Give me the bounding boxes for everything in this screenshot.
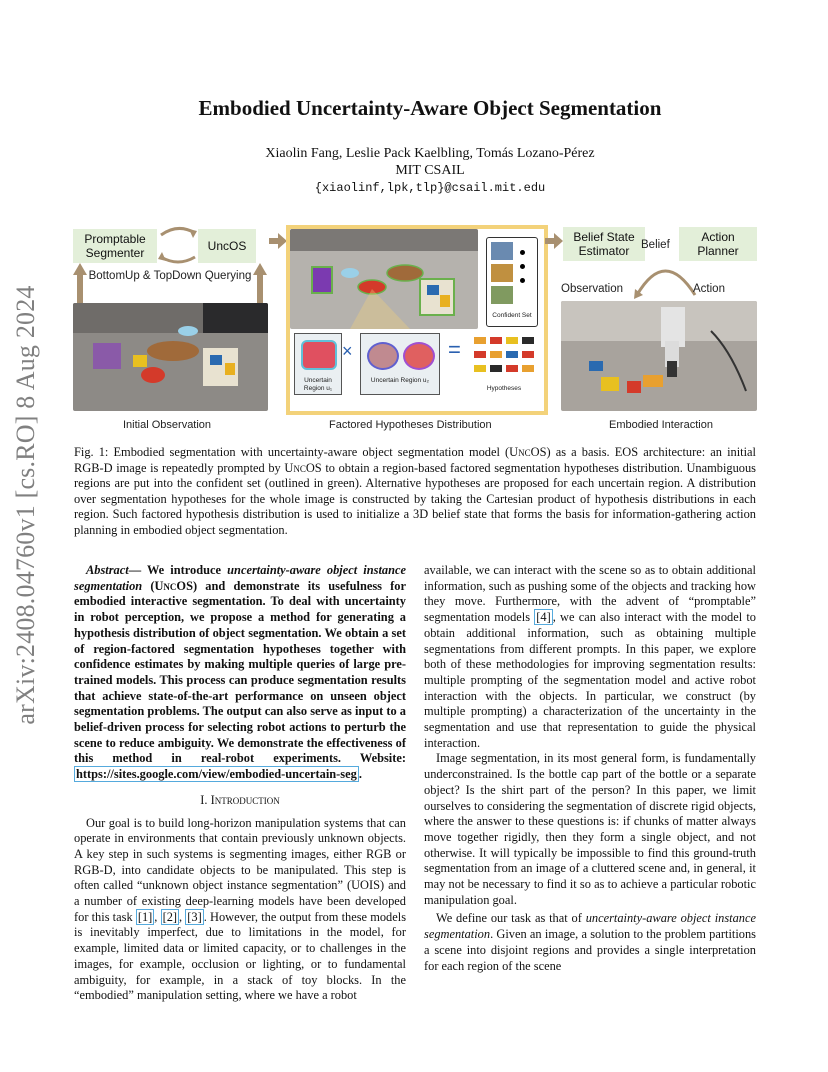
uncertain-region-2 <box>360 333 440 395</box>
caption-text: Fig. 1: Embodied segmentation with uncertainty-aware object segmentation model ( <box>74 445 510 459</box>
cycle-arrows-icon <box>153 221 203 269</box>
uncos-box <box>198 229 256 263</box>
intro-text: , we can also interact with the model to obtain additional information, such as obtaining multiple segmentations from different prompts. In this paper, we explore both of these methodologies for improving segmentation results: multiple prompting of the segmentation model and active robot interaction with the objects. In particular, we construct (by multiple prompting) a characterization of the uncertainty in the segmentation and use that representation to guide the physical interaction. <box>424 610 756 750</box>
intro-rgbd: RGB-D <box>74 862 113 877</box>
caption-uncos: UncOS <box>284 460 322 475</box>
uncertain-region-1-label: Uncertain Region u₁ <box>303 377 333 392</box>
intro-emphasis: uncertainty-aware object instance segmentation <box>424 911 756 942</box>
figure-1 <box>73 221 759 436</box>
citation-link[interactable]: [1] <box>137 909 153 924</box>
hypotheses-grid <box>472 335 536 377</box>
caption-rgbd: RGB-D <box>74 460 113 475</box>
confident-set-box <box>486 237 538 327</box>
intro-paragraph <box>74 816 406 1004</box>
bottomup-topdown-label: BottomUp & TopDown Querying <box>88 270 252 282</box>
right-column <box>424 563 756 974</box>
caption-uncos: UncOS <box>509 445 547 459</box>
action-planner-label: Action Planner <box>697 230 739 258</box>
promptable-segmenter-box <box>73 229 157 263</box>
equals-sign: = <box>448 337 461 362</box>
arxiv-sidebar <box>6 240 46 770</box>
intro-text: . Given an image, a solution to the problem partitions a scene into disjoint regions and provides a single interpretation for each region of the scene <box>424 927 756 973</box>
belief-label: Belief <box>641 239 670 251</box>
uncertain-region-2-label: Uncertain Region u₂ <box>370 377 430 384</box>
belief-state-estimator-label: Belief State Estimator <box>573 230 635 258</box>
email: {xiaolinf,lpk,tlp}@csail.mit.edu <box>314 181 546 195</box>
intro-text: Our goal is to build long-horizon manipulation systems that can operate in environments that contain previously unknown objects. A key step in such systems is segmenting images, either <box>74 815 406 861</box>
intro-rgb: RGB <box>365 846 392 861</box>
hypotheses-label: Hypotheses <box>486 385 522 392</box>
label-embodied-interaction: Embodied Interaction <box>609 419 713 431</box>
right-arrow-icon <box>545 233 563 249</box>
up-arrow-icon <box>73 263 87 303</box>
label-initial-observation: Initial Observation <box>123 419 212 431</box>
intro-text: , <box>154 909 161 924</box>
caption-text: image is repeatedly prompted by <box>112 460 285 475</box>
figure-caption <box>74 445 756 539</box>
caption-text: to obtain a region-based factored segmentation hypotheses distribution. Unambiguous regions are put into the confident set (outlined in green). Alternative hypotheses are proposed for each uncertain region. A distribution over segmentation hypotheses for the whole image is constructed by taking the Cartesian product of hypothesis distributions in each region. Such factored hypothesis distribution is used to initialize a 3D belief state that forms the basis for information-gathering action planning in embodied object segmentation. <box>74 460 756 537</box>
abstract-text: ) and demonstrate its usefulness for embodied interactive segmentation. To deal with uncertainty in robot perception, we propose a method for generating a hypothesis distribution of object segmentation. We obtain a set of region-factored segmentation hypotheses together with confidence estimates by making multiple queries of large pre-trained models. This process can produce segmentation results that achieve state-of-the-art performance on unseen object segmentation problems. The output can also serve as input to a belief-driven process for selecting robot actions to perturb the scene to reduce ambiguity. We demonstrate the effectiveness of this method in real-robot experiments. Website: <box>74 578 407 766</box>
section-heading-introduction <box>74 793 406 809</box>
citation-link[interactable]: [2] <box>162 909 178 924</box>
citation-link[interactable]: [4] <box>536 610 551 625</box>
action-label: Action <box>693 283 725 295</box>
scene-image <box>290 229 478 329</box>
left-column <box>74 563 406 1004</box>
citation-link[interactable]: [3] <box>187 909 202 924</box>
authors: Xiaolin Fang, Leslie Pack Kaelbling, Tomás Lozano-Pérez <box>265 146 595 161</box>
confident-set-label: Confident Set <box>492 312 532 319</box>
intro-paragraph: Image segmentation, in its most general form, is fundamentally underconstrained. Is the bottle cap part of the bottle or a separate object? Is the shirt part of the person? In this paper, we limit ourselves to considering the segmentation of discrete rigid objects, where the answer to these questions is: if chunks of matter always move together rigidly, then they form a single object, and not otherwise. It will typically be impossible to find this ground-truth segmentation from an image of a cluttered scene and, in general, it may not be necessary to find it so as to achieve a particular robotic manipulation goal. <box>424 751 756 907</box>
intro-text: We define our task as that of <box>436 911 586 926</box>
up-arrow-icon <box>253 263 267 303</box>
intro-text: , <box>179 909 186 924</box>
abstract-uncos: UncOS <box>154 578 193 593</box>
observation-label: Observation <box>561 283 624 295</box>
uncertain-region-1 <box>294 333 342 395</box>
abstract-text: ( <box>142 578 155 593</box>
affiliation: MIT CSAIL <box>395 163 465 178</box>
promptable-segmenter-label: Promptable Segmenter <box>84 232 146 260</box>
arxiv-id: arXiv:2408.04760v1 [cs.RO] 8 Aug 2024 <box>11 285 40 725</box>
intro-text: , into candidate objects to be manipulated. This step is often called “unknown object instance segmentation” (UOIS) and a number of existing deep-learning models have been developed for this task <box>74 862 406 924</box>
intro-paragraph <box>424 563 756 751</box>
abstract <box>74 563 406 783</box>
intro-text: or <box>391 846 406 861</box>
uncos-label: UncOS <box>207 239 247 253</box>
abstract-label: Abstract <box>86 563 129 577</box>
intro-paragraph <box>424 911 756 974</box>
section-title: Introduction <box>210 792 280 807</box>
times-sign: × <box>342 341 353 361</box>
intro-text: . However, the output from these models is inevitably imperfect, due to limitations in the model, for example, limited data or limited capacity, or to challenges in the images, for example, occlusion or lighting, or to fundamental ambiguity, for example, in a stack of toy blocks. In the “embodied” manipulation setting, where we have a robot <box>74 909 407 1003</box>
abstract-text: We introduce <box>141 563 228 577</box>
intro-text: available, we can interact with the scene so as to obtain additional information, such as pushing some of the objects and tracking how they move. Furthermore, with the advent of “promptable” segmentation models <box>424 563 756 625</box>
label-factored-hypotheses: Factored Hypotheses Distribution <box>329 419 492 431</box>
embodied-interaction-image <box>561 301 757 411</box>
belief-arrow-icon <box>643 235 679 249</box>
right-arrow-icon <box>269 233 287 249</box>
belief-cycle-icon <box>629 255 703 301</box>
abstract-text: . <box>358 767 362 782</box>
initial-observation-image <box>73 303 268 411</box>
paper-title: Embodied Uncertainty-Aware Object Segmentation <box>198 96 662 120</box>
abstract-dash: — <box>128 563 142 577</box>
section-number: I. <box>200 792 211 807</box>
factored-hypotheses-panel <box>286 225 548 415</box>
abstract-emphasis: uncertainty-aware object instance segmentation <box>74 563 406 593</box>
website-link[interactable]: https://sites.google.com/view/embodied-uncertain-seg <box>76 767 357 782</box>
caption-text: ) as a basis. EOS architecture: an initial <box>546 445 756 459</box>
